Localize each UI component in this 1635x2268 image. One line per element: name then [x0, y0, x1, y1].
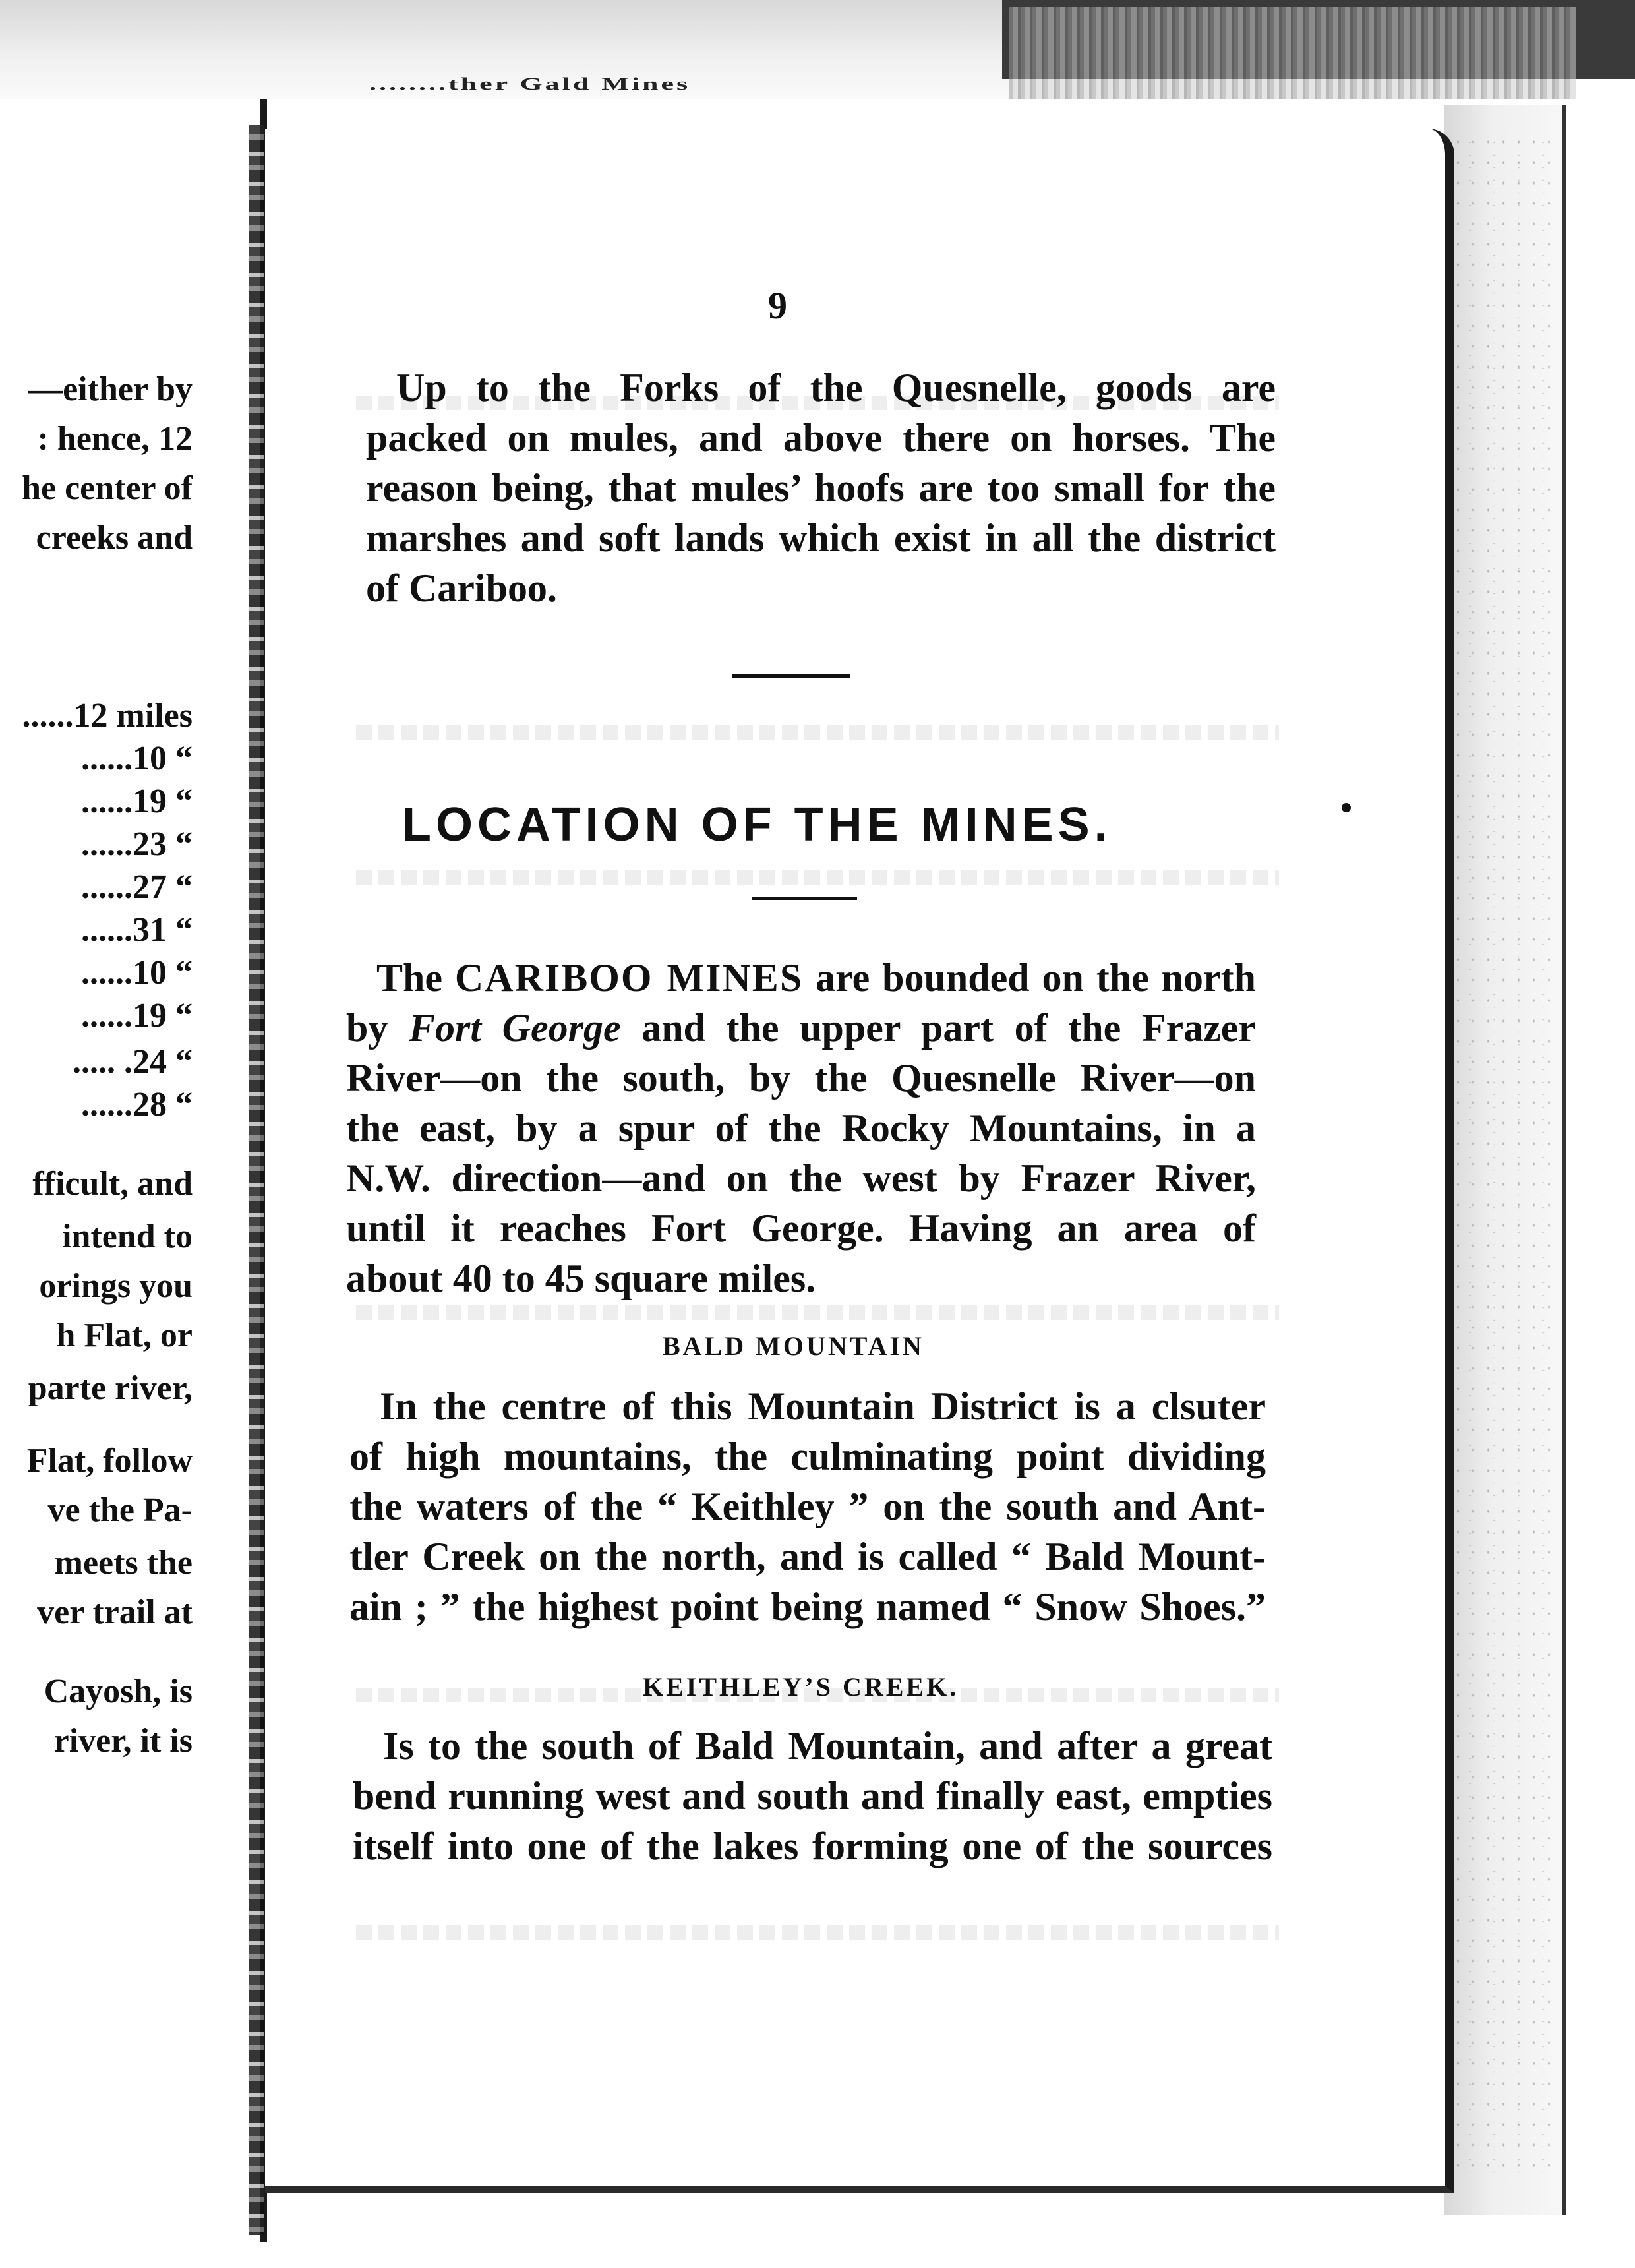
- left-page-line: he center of: [22, 469, 193, 507]
- left-page-line: h Flat, or: [56, 1317, 193, 1354]
- show-through-text: [356, 1925, 1279, 1940]
- subheading-keithleys-creek: KEITHLEY’S CREEK.: [643, 1672, 959, 1702]
- underlying-page-title: ........ther Gald Mines: [369, 74, 691, 94]
- left-page-line: ver trail at: [37, 1594, 193, 1631]
- title-underline: [752, 897, 857, 900]
- text-run: are bounded on the north: [803, 956, 1256, 1000]
- cariboo-mines-text: CARIBOO MINES: [454, 956, 804, 1000]
- text-run: and the upper part of the Frazer: [620, 1006, 1256, 1050]
- text-run: by: [346, 1006, 409, 1050]
- text-line: [346, 1003, 1256, 1053]
- left-page-line: ......23 “: [81, 825, 193, 863]
- left-page-line: ..... .24 “: [73, 1043, 193, 1081]
- left-page-line: parte river,: [28, 1369, 193, 1407]
- left-page-line: creeks and: [36, 519, 193, 556]
- subheading-bald-mountain: BALD MOUNTAIN: [663, 1331, 924, 1361]
- show-through-text: [356, 870, 1279, 885]
- text-line: In the centre of this Mountain District is a clsuter: [380, 1385, 1266, 1428]
- text-line: until it reaches Fort George. Having an area of: [346, 1207, 1256, 1250]
- location-paragraph: [346, 953, 1256, 1303]
- show-through-text: [356, 725, 1279, 740]
- left-page-line: : hence, 12: [37, 420, 193, 458]
- text-line: itself into one of the lakes forming one of the sources: [353, 1824, 1272, 1868]
- left-page-line: fficult, and: [32, 1165, 193, 1203]
- left-page-line: orings you: [39, 1267, 193, 1305]
- left-page-line: ......19 “: [81, 997, 193, 1034]
- left-page-line: ......10 “: [81, 740, 193, 777]
- fort-george-italic: Fort George: [408, 1006, 621, 1050]
- text-line: bend running west and south and finally east, empties: [353, 1774, 1272, 1818]
- left-page-line: ......12 miles: [22, 697, 193, 734]
- section-divider: [732, 674, 850, 678]
- left-page-line: ......31 “: [81, 911, 193, 949]
- keithleys-creek-paragraph: [353, 1721, 1272, 1871]
- book-binding: [249, 125, 264, 2235]
- left-page-line: ......19 “: [81, 783, 193, 820]
- left-page-line: meets the: [54, 1544, 193, 1582]
- left-page-line: ......27 “: [81, 868, 193, 906]
- left-page-line: ve the Pa-: [47, 1491, 193, 1529]
- left-page-line: ......10 “: [81, 954, 193, 992]
- text-line: packed on mules, and above there on horses. The: [366, 416, 1276, 460]
- show-through-text: [356, 1305, 1279, 1320]
- text-line: the waters of the “ Keithley ” on the south and Ant-: [349, 1485, 1266, 1528]
- text-line: ain ; ” the highest point being named “ Snow Shoes.”: [349, 1585, 1266, 1628]
- text-line: Is to the south of Bald Mountain, and after a great: [383, 1724, 1272, 1768]
- text-line: reason being, that mules’ hoofs are too small for the: [366, 466, 1276, 510]
- text-line: of high mountains, the culminating point dividing: [349, 1435, 1266, 1478]
- text-line: marshes and soft lands which exist in all the district: [366, 516, 1276, 560]
- left-page-line: river, it is: [53, 1722, 193, 1760]
- text-line: River—on the south, by the Quesnelle River—on: [346, 1056, 1256, 1100]
- text-line: of Cariboo.: [366, 566, 557, 610]
- left-page-line: Cayosh, is: [44, 1673, 193, 1710]
- section-title: LOCATION OF THE MINES.: [402, 798, 1112, 851]
- text-line: the east, by a spur of the Rocky Mountains, in a: [346, 1106, 1256, 1150]
- text-line: Up to the Forks of the Quesnelle, goods are: [396, 366, 1276, 409]
- page-number: 9: [768, 284, 787, 327]
- bald-mountain-paragraph: [349, 1381, 1266, 1632]
- left-page-line: Flat, follow: [26, 1442, 193, 1479]
- ink-spot: [1342, 803, 1351, 812]
- text-line: tler Creek on the north, and is called “ Bald Mount-: [349, 1535, 1266, 1578]
- text-line: about 40 to 45 square miles.: [346, 1257, 816, 1300]
- text-line: [346, 953, 1256, 1003]
- left-page-line: —either by: [28, 371, 193, 408]
- text-run: The: [376, 956, 455, 1000]
- scan-noise: [1450, 132, 1562, 2176]
- torn-edge: [1009, 7, 1576, 99]
- left-page-line: intend to: [62, 1218, 193, 1255]
- intro-paragraph: [366, 363, 1276, 613]
- text-line: N.W. direction—and on the west by Frazer River,: [346, 1156, 1256, 1200]
- left-page-line: ......28 “: [81, 1086, 193, 1123]
